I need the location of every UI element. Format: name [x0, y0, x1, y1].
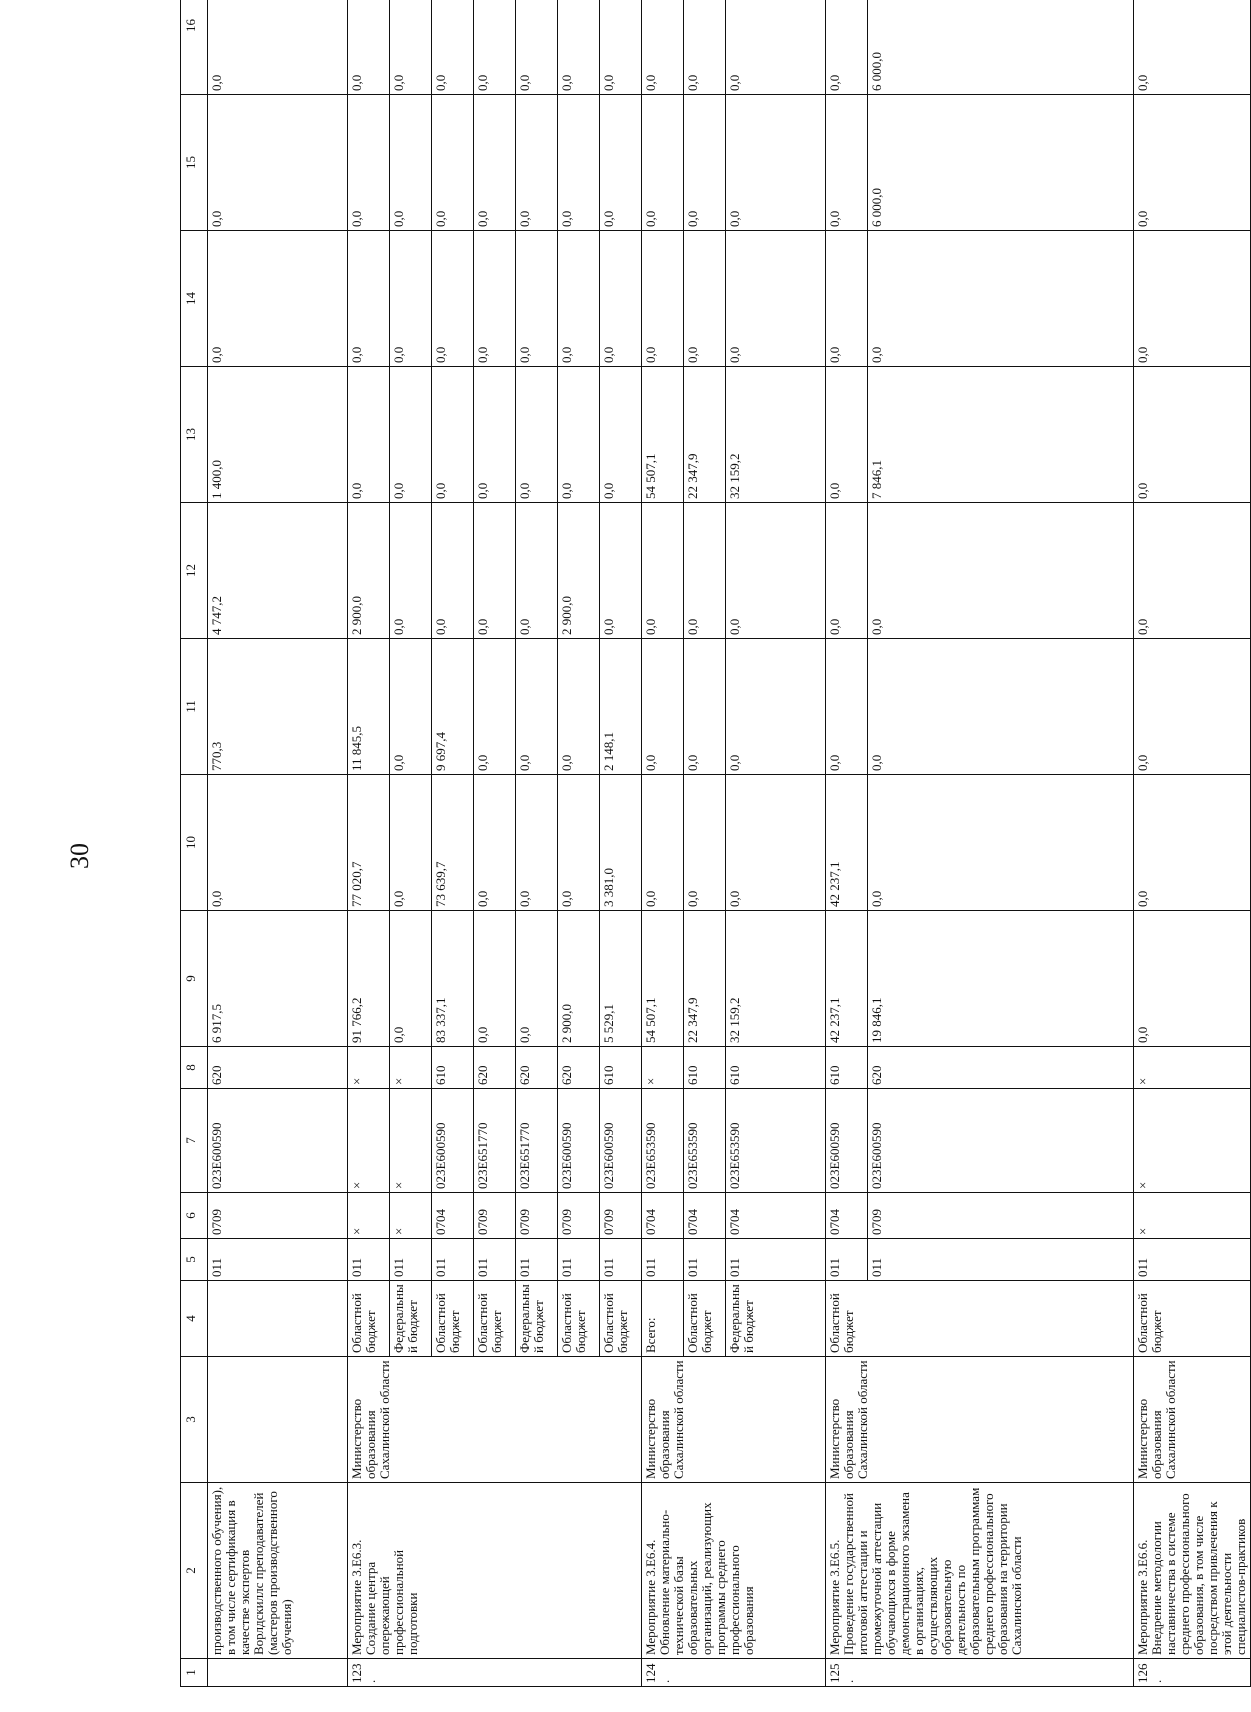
value-cell: 2 900,0 [348, 503, 390, 639]
value-cell: 42 237,1 [826, 775, 868, 911]
value-cell: × [642, 1047, 684, 1089]
value-cell: 011 [208, 1239, 348, 1281]
value-cell: × [348, 1047, 390, 1089]
value-cell: 0,0 [868, 503, 1134, 639]
value-cell: 0,0 [474, 639, 516, 775]
value-cell: 0,0 [1134, 367, 1251, 503]
value-cell: 0,0 [474, 95, 516, 231]
value-cell: 770,3 [208, 639, 348, 775]
executor: Министерство образования Сахалинской области [1134, 1357, 1251, 1483]
column-number: 2 [181, 1483, 208, 1659]
value-cell: 011 [516, 1239, 558, 1281]
value-cell: 011 [432, 1239, 474, 1281]
value-cell: 0,0 [474, 367, 516, 503]
value-cell: 42 237,1 [826, 911, 868, 1047]
value-cell: 91 766,2 [348, 911, 390, 1047]
value-cell: 0,0 [516, 231, 558, 367]
value-cell: 0,0 [726, 503, 826, 639]
value-cell: 620 [868, 1047, 1134, 1089]
measure-name: Мероприятие 3.Е6.4. Обновление материально-технической базы образовательных организаций, реализующих программы среднего профессионального образования [642, 1483, 826, 1659]
value-cell: 0,0 [684, 639, 726, 775]
funding-source: Областной бюджет [1134, 1281, 1251, 1357]
value-cell: 0709 [558, 1193, 600, 1239]
value-cell: 023Е600590 [826, 1089, 868, 1193]
value-cell: 0709 [868, 1193, 1134, 1239]
value-cell: 0,0 [642, 0, 684, 95]
page-number: 30 [65, 843, 94, 869]
value-cell: 0,0 [474, 503, 516, 639]
value-cell: 5 529,1 [600, 911, 642, 1047]
value-cell: 6 000,0 [868, 95, 1134, 231]
column-number: 6 [181, 1193, 208, 1239]
value-cell: 011 [1134, 1239, 1251, 1281]
value-cell: 610 [826, 1047, 868, 1089]
value-cell: 023Е600590 [868, 1089, 1134, 1193]
value-cell: 4 747,2 [208, 503, 348, 639]
value-cell: 0,0 [826, 0, 868, 95]
value-cell: 0,0 [208, 775, 348, 911]
executor: Министерство образования Сахалинской области [642, 1357, 826, 1483]
value-cell: 0,0 [432, 231, 474, 367]
funding-source: Областной бюджет [348, 1281, 390, 1357]
value-cell: 610 [600, 1047, 642, 1089]
value-cell: 0,0 [826, 503, 868, 639]
value-cell: 0,0 [642, 231, 684, 367]
value-cell: × [390, 1089, 432, 1193]
value-cell: 0704 [826, 1193, 868, 1239]
value-cell: 0,0 [826, 367, 868, 503]
funding-source: Федеральный бюджет [516, 1281, 558, 1357]
value-cell: × [1134, 1193, 1251, 1239]
value-cell: 0,0 [432, 95, 474, 231]
funding-source: Федеральный бюджет [726, 1281, 826, 1357]
row-number [208, 1659, 348, 1687]
row-number: 124. [642, 1659, 826, 1687]
table-row [826, 0, 868, 1687]
table-row [348, 0, 390, 1687]
value-cell: 0,0 [516, 503, 558, 639]
value-cell: 0,0 [726, 95, 826, 231]
value-cell: 610 [684, 1047, 726, 1089]
value-cell: 023Е600590 [432, 1089, 474, 1193]
value-cell: 023Е653590 [642, 1089, 684, 1193]
value-cell: 0,0 [726, 0, 826, 95]
column-number: 3 [181, 1357, 208, 1483]
value-cell: 0,0 [390, 0, 432, 95]
value-cell: 023Е651770 [516, 1089, 558, 1193]
value-cell: 0,0 [1134, 231, 1251, 367]
column-number: 1 [181, 1659, 208, 1687]
value-cell: 011 [390, 1239, 432, 1281]
value-cell: 0,0 [348, 0, 390, 95]
value-cell: 54 507,1 [642, 367, 684, 503]
value-cell: 0,0 [208, 231, 348, 367]
measure-name: Мероприятие 3.Е6.6. Внедрение методологии наставничества в системе среднего профессионального образования, в том числе посредством привлечения к этой деятельности специалистов-практиков [1134, 1483, 1251, 1659]
value-cell: 0,0 [348, 231, 390, 367]
value-cell: 011 [642, 1239, 684, 1281]
value-cell: 023Е651770 [474, 1089, 516, 1193]
value-cell: × [390, 1047, 432, 1089]
row-number: 125. [826, 1659, 1134, 1687]
value-cell: 0,0 [558, 775, 600, 911]
value-cell: 2 900,0 [558, 911, 600, 1047]
column-number: 10 [181, 775, 208, 911]
value-cell: 0,0 [1134, 95, 1251, 231]
value-cell: 0,0 [1134, 0, 1251, 95]
value-cell: 6 917,5 [208, 911, 348, 1047]
funding-source [208, 1281, 348, 1357]
value-cell: 0,0 [432, 0, 474, 95]
value-cell: 0,0 [726, 639, 826, 775]
value-cell: 0,0 [516, 367, 558, 503]
value-cell: 0704 [642, 1193, 684, 1239]
table-row [642, 0, 684, 1687]
value-cell: 0,0 [1134, 639, 1251, 775]
value-cell: 0,0 [600, 367, 642, 503]
value-cell: 32 159,2 [726, 367, 826, 503]
value-cell: 0709 [516, 1193, 558, 1239]
value-cell: 0,0 [516, 95, 558, 231]
funding-source: Областной бюджет [432, 1281, 474, 1357]
value-cell: 0,0 [474, 775, 516, 911]
value-cell: 0,0 [558, 367, 600, 503]
row-number: 123. [348, 1659, 642, 1687]
value-cell: 011 [558, 1239, 600, 1281]
value-cell: 77 020,7 [348, 775, 390, 911]
funding-source: Всего: [642, 1281, 684, 1357]
value-cell: 0,0 [726, 231, 826, 367]
value-cell: 0,0 [474, 0, 516, 95]
executor [208, 1357, 348, 1483]
column-number: 12 [181, 503, 208, 639]
value-cell: 0,0 [474, 231, 516, 367]
value-cell: 023Е600590 [558, 1089, 600, 1193]
value-cell: 9 697,4 [432, 639, 474, 775]
value-cell: 023Е600590 [208, 1089, 348, 1193]
value-cell: 0,0 [516, 0, 558, 95]
value-cell: 0,0 [868, 639, 1134, 775]
value-cell: 0,0 [642, 775, 684, 911]
value-cell: 6 000,0 [868, 0, 1134, 95]
column-number: 11 [181, 639, 208, 775]
value-cell: 023Е653590 [726, 1089, 826, 1193]
value-cell: 0,0 [516, 775, 558, 911]
column-number-row [181, 0, 208, 1687]
column-number: 4 [181, 1281, 208, 1357]
value-cell: 0,0 [642, 503, 684, 639]
value-cell: 0,0 [684, 231, 726, 367]
value-cell: 620 [516, 1047, 558, 1089]
value-cell: 0,0 [684, 775, 726, 911]
column-number: 8 [181, 1047, 208, 1089]
value-cell: 023Е653590 [684, 1089, 726, 1193]
value-cell: 22 347,9 [684, 367, 726, 503]
value-cell: 0,0 [390, 639, 432, 775]
value-cell: 0,0 [558, 0, 600, 95]
value-cell: 0,0 [868, 775, 1134, 911]
value-cell: 0,0 [432, 367, 474, 503]
value-cell: 620 [474, 1047, 516, 1089]
value-cell: 011 [726, 1239, 826, 1281]
value-cell: 0704 [432, 1193, 474, 1239]
value-cell: × [1134, 1089, 1251, 1193]
column-number: 5 [181, 1239, 208, 1281]
funding-source: Областной бюджет [826, 1281, 1134, 1357]
value-cell: 54 507,1 [642, 911, 684, 1047]
value-cell: 0,0 [208, 0, 348, 95]
column-number: 15 [181, 95, 208, 231]
row-number: 126. [1134, 1659, 1251, 1687]
value-cell: 620 [208, 1047, 348, 1089]
value-cell: 011 [600, 1239, 642, 1281]
value-cell: 0,0 [208, 95, 348, 231]
value-cell: 023Е600590 [600, 1089, 642, 1193]
value-cell: 0,0 [390, 231, 432, 367]
column-number: 16 [181, 0, 208, 95]
value-cell: 0,0 [1134, 775, 1251, 911]
value-cell: 620 [558, 1047, 600, 1089]
value-cell: 3 381,0 [600, 775, 642, 911]
budget-table [180, 0, 1251, 1687]
table-row [1134, 0, 1251, 1687]
rotated-table-container [180, 19, 1248, 1687]
value-cell: 1 400,0 [208, 367, 348, 503]
value-cell: 0709 [600, 1193, 642, 1239]
value-cell: 0709 [474, 1193, 516, 1239]
value-cell: 7 846,1 [868, 367, 1134, 503]
value-cell: 32 159,2 [726, 911, 826, 1047]
value-cell: 0,0 [558, 95, 600, 231]
measure-name: Мероприятие 3.Е6.5. Проведение государственной итоговой аттестации и промежуточной аттестации обучающихся в форме демонстрационного экзамена в организациях, осуществляющих образовательную деятельность по образовательным программам среднего профессионального образования на территории Сахалинской области [826, 1483, 1134, 1659]
funding-source: Областной бюджет [474, 1281, 516, 1357]
value-cell: 0,0 [684, 95, 726, 231]
value-cell: 73 639,7 [432, 775, 474, 911]
funding-source: Областной бюджет [600, 1281, 642, 1357]
value-cell: 0,0 [1134, 503, 1251, 639]
value-cell: 011 [348, 1239, 390, 1281]
value-cell: 0,0 [826, 231, 868, 367]
value-cell: 610 [432, 1047, 474, 1089]
value-cell: 0,0 [868, 231, 1134, 367]
value-cell: 22 347,9 [684, 911, 726, 1047]
value-cell: 0704 [684, 1193, 726, 1239]
value-cell: 0,0 [348, 367, 390, 503]
value-cell: 0,0 [600, 0, 642, 95]
value-cell: 0,0 [390, 503, 432, 639]
measure-name: производственного обучения), в том числе сертификация в качестве экспертов Ворлдскиллс преподавателей (мастеров производственного обучения) [208, 1483, 348, 1659]
value-cell: 0,0 [826, 95, 868, 231]
value-cell: 0,0 [726, 775, 826, 911]
table-row [208, 0, 348, 1687]
value-cell: 0,0 [390, 367, 432, 503]
value-cell: 0,0 [516, 639, 558, 775]
column-number: 7 [181, 1089, 208, 1193]
value-cell: 0,0 [642, 639, 684, 775]
value-cell: 0,0 [390, 95, 432, 231]
value-cell: 0704 [726, 1193, 826, 1239]
value-cell: 0,0 [684, 503, 726, 639]
value-cell: 011 [826, 1239, 868, 1281]
column-number: 9 [181, 911, 208, 1047]
value-cell: 0,0 [474, 911, 516, 1047]
column-number: 14 [181, 231, 208, 367]
value-cell: 0,0 [390, 911, 432, 1047]
value-cell: 0,0 [516, 911, 558, 1047]
executor: Министерство образования Сахалинской области [826, 1357, 1134, 1483]
value-cell: 0,0 [642, 95, 684, 231]
value-cell: 610 [726, 1047, 826, 1089]
value-cell: × [390, 1193, 432, 1239]
funding-source: Областной бюджет [558, 1281, 600, 1357]
value-cell: 83 337,1 [432, 911, 474, 1047]
value-cell: 0,0 [558, 639, 600, 775]
value-cell: 0,0 [600, 95, 642, 231]
funding-source: Федеральный бюджет [390, 1281, 432, 1357]
value-cell: 0,0 [432, 503, 474, 639]
value-cell: × [348, 1089, 390, 1193]
column-number: 13 [181, 367, 208, 503]
value-cell: × [348, 1193, 390, 1239]
value-cell: 0,0 [348, 95, 390, 231]
funding-source: Областной бюджет [684, 1281, 726, 1357]
value-cell: 0,0 [1134, 911, 1251, 1047]
value-cell: 011 [868, 1239, 1134, 1281]
value-cell: 0709 [208, 1193, 348, 1239]
value-cell: 0,0 [600, 503, 642, 639]
value-cell: × [1134, 1047, 1251, 1089]
value-cell: 011 [684, 1239, 726, 1281]
executor: Министерство образования Сахалинской области [348, 1357, 642, 1483]
value-cell: 0,0 [558, 231, 600, 367]
value-cell: 0,0 [600, 231, 642, 367]
value-cell: 0,0 [684, 0, 726, 95]
value-cell: 2 900,0 [558, 503, 600, 639]
value-cell: 19 846,1 [868, 911, 1134, 1047]
value-cell: 011 [474, 1239, 516, 1281]
value-cell: 11 845,5 [348, 639, 390, 775]
measure-name: Мероприятие 3.Е6.3. Создание центра опережающей профессиональной подготовки [348, 1483, 642, 1659]
value-cell: 0,0 [390, 775, 432, 911]
value-cell: 0,0 [826, 639, 868, 775]
value-cell: 2 148,1 [600, 639, 642, 775]
